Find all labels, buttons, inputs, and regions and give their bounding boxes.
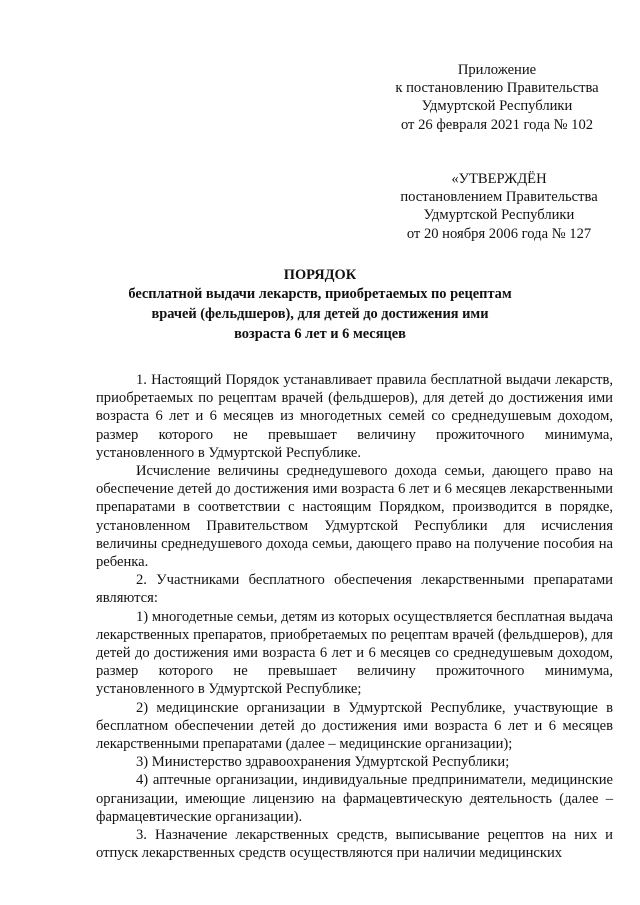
paragraph: Исчисление величины среднедушевого дохода семьи, дающего право на обеспечение детей до достижения ими возраста 6 лет и 6 месяцев лекарственными препаратами в соответствии с настоящим Порядком, производится в порядке, установленном Правительством Удмуртской Республики для исчисления величины среднедушевого дохода семьи, дающего право на получение пособия на ребенка. <box>96 463 613 571</box>
document-subtitle <box>110 284 530 344</box>
appendix-line: Удмуртской Республики <box>421 98 573 115</box>
paragraph: 3) Министерство здравоохранения Удмуртской Республики; <box>136 754 510 771</box>
approval-line: «УТВЕРЖДЁН <box>451 171 547 187</box>
approval-header <box>376 170 622 243</box>
appendix-line: от 26 февраля 2021 года № 102 <box>400 116 594 133</box>
approval-line: Удмуртской Республики <box>423 207 575 224</box>
paragraph: 1) многодетные семьи, детям из которых осуществляется бесплатная выдача лекарственных препаратов, приобретаемых по рецептам врачей (фельдшеров), для детей до достижения ими возраста 6 лет и 6 месяцев со среднедушевым доходом, размер которого не превышает величину прожиточного минимума, установленного в Удмуртской Республике; <box>96 608 613 698</box>
subtitle-line: врачей (фельдшеров), для детей до достижения ими <box>151 306 489 322</box>
paragraph: 3. Назначение лекарственных средств, выписывание рецептов на них и отпуск лекарственных средств осуществляются при наличии медицинских <box>96 827 613 862</box>
document-title: ПОРЯДОК <box>283 267 357 283</box>
appendix-line: Приложение <box>457 62 537 78</box>
paragraph: 2) медицинские организации в Удмуртской Республике, участвующие в бесплатном обеспечении детей до достижения ими возраста 6 лет и 6 месяцев лекарственными препаратами (далее – медицинские организации); <box>96 699 613 753</box>
paragraph: 2. Участниками бесплатного обеспечения лекарственными препаратами являются: <box>96 572 613 607</box>
paragraph: 1. Настоящий Порядок устанавливает правила бесплатной выдачи лекарств, приобретаемых по рецептам врачей (фельдшеров), для детей до достижения ими возраста 6 лет и 6 месяцев из многодетных семей со среднедушевым доходом, размер которого не превышает величину прожиточного минимума, установленного в Удмуртской Республике. <box>96 372 613 461</box>
approval-line: постановлением Правительства <box>400 189 598 206</box>
appendix-line: к постановлению Правительства <box>395 80 599 97</box>
approval-line: от 20 ноября 2006 года № 127 <box>406 225 592 242</box>
appendix-header <box>372 61 622 134</box>
paragraph: 4) аптечные организации, индивидуальные предприниматели, медицинские организации, имеющие лицензию на фармацевтическую деятельность (далее – фармацевтические организации). <box>96 772 613 825</box>
document-body <box>96 371 613 862</box>
subtitle-line: возраста 6 лет и 6 месяцев <box>234 326 406 342</box>
subtitle-line: бесплатной выдачи лекарств, приобретаемых по рецептам <box>128 286 512 302</box>
